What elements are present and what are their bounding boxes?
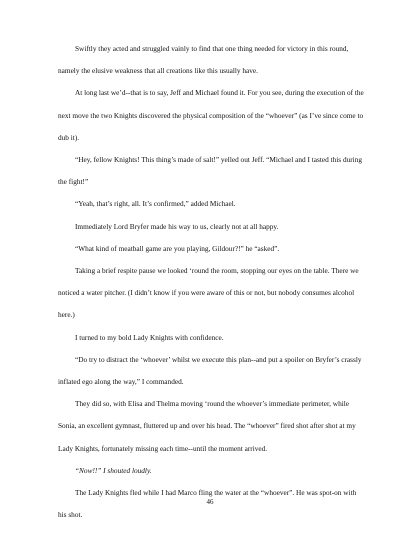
paragraph-5: Immediately Lord Bryfer made his way to us, clearly not at all happy. xyxy=(75,221,279,231)
paragraph-1: Swiftly they acted and struggled vainly to find that one thing needed for victory in this round, namely the elusive weakness that all creations like this usually have. xyxy=(58,44,349,76)
paragraph-6: “What kind of meatball game are you playing, Gildour?!” he “asked”. xyxy=(75,243,280,253)
page-number: 46 xyxy=(206,498,214,506)
paragraph-9: “Do try to distract the ‘whoever’ whilst we execute this plan--and put a spoiler on Bryfer’s crassly inflated ego along the way,” I commanded. xyxy=(58,354,362,387)
paragraph-8: I turned to my bold Lady Knights with confidence. xyxy=(75,332,224,342)
paragraph-11: “Now!!” I shouted loudly. xyxy=(75,465,152,475)
body-text xyxy=(58,38,366,526)
paragraph-2: At long last we’d--that is to say, Jeff and Michael found it. For you see, during the execution of the next move the two Knights discovered the physical composition of the “whoever” (as I’ve since come to dub it). xyxy=(58,88,364,142)
paragraph-3: “Hey, fellow Knights! This thing’s made of salt!” yelled out Jeff. “Michael and I tasted this during the fight!” xyxy=(58,155,363,187)
paragraph-10: They did so, with Elisa and Thelma moving ‘round the whoever’s immediate perimeter, while Sonia, an excellent gymnast, fluttered up and over his head. The “whoever” fired shot after shot at my Lady Knights, fortunately missing each time--until the moment arrived. xyxy=(58,399,356,453)
paragraph-7: Taking a brief respite pause we looked ‘round the room, stopping our eyes on the table. There we noticed a water pitcher. (I didn’t know if you were aware of this or not, but nobody consumes alcohol here.) xyxy=(58,266,359,320)
paragraph-4: “Yeah, that’s right, all. It’s confirmed,” added Michael. xyxy=(75,199,236,209)
paragraph-12: The Lady Knights fled while I had Marco fling the water at the “whoever”. He was spot-on with his shot. xyxy=(58,488,357,520)
